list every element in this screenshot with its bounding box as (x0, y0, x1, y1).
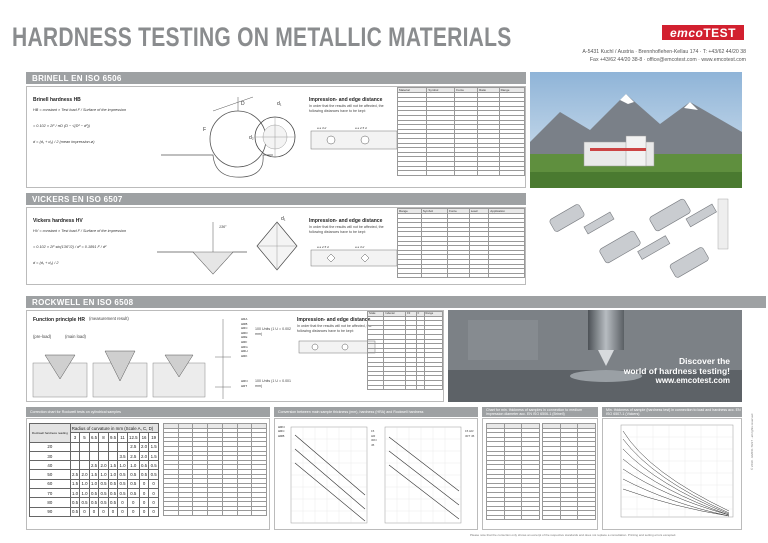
brinell-panel-title: Brinell hardness HB (33, 97, 81, 103)
correction-cell: 1.0 (99, 470, 109, 479)
vickers-formula-2: = 0.102 × 2F sin(136°/2) / d² = 0.1891 F / d² (33, 245, 107, 249)
correction-cell: 0 (139, 489, 149, 498)
correction-cell: 0 (139, 507, 149, 516)
brinell-distance-2: a ≥ 2.5 d (355, 126, 367, 130)
photo-caption-line-1: Discover the (678, 356, 730, 366)
correction-row (30, 451, 159, 460)
correction-cell (80, 451, 90, 460)
svg-text:F: F (203, 127, 207, 133)
correction-cell: 0.5 (108, 489, 118, 498)
correction-cell: 0 (149, 479, 159, 488)
correction-cell: 1.0 (89, 479, 99, 488)
correction-cell: 1.5 (89, 470, 99, 479)
building-mountain-photo (530, 72, 742, 188)
correction-cell: 0.5 (139, 461, 149, 470)
rockwell-panel-title: Function principle HR (33, 317, 85, 323)
correction-cell: 0.5 (80, 498, 90, 507)
brinell-impression-text: In order that the results will not be affected, the following distances have to be kept: (309, 104, 384, 113)
correction-row-hr: 20 (30, 442, 71, 451)
correction-cell: 2.5 (127, 451, 139, 460)
rockwell-preload-label: (pre-load) (33, 334, 52, 339)
vickers-distance-1: a ≥ 2.5 d (317, 245, 329, 249)
rockwell-panel (26, 310, 444, 402)
address-line-1: A-5431 Kuchl / Austria · Brennhoflehen-Kellau 174 · T: +43/62 44/20 38 (582, 49, 746, 55)
correction-cell: 0 (127, 507, 139, 516)
correction-row-hr: 50 (30, 470, 71, 479)
brinell-distance-1: a ≥ 3 d (317, 126, 327, 130)
photo-caption-url[interactable]: www.emcotest.com (655, 376, 730, 385)
correction-table-body (30, 442, 159, 516)
correction-cell (118, 442, 128, 451)
correction-cell: 2.0 (99, 461, 109, 470)
rockwell-impression-title: Impression- and edge distance (297, 317, 371, 323)
correction-cell: 0.5 (108, 479, 118, 488)
correction-table: Rockwell hardness reading Radius of curvature in mm (Scale A, C, D) 3 5 6.5 8 9.5 11 12.5 16 19 20 2.5 2.0 1.5 30 3.5 2.5 2.0 1.5 40 2.5 2.0 1.5 1.0 1.0 0.5 0.5 50 2.5 2.0 1.5 1.0 1.0 0.5 0.5 0.5 0.5 60 1.5 1.0 1.0 0.5 0.5 0.5 0.5 0 0 70 1.0 1.0 0.5 0.5 0.5 0.5 0.5 0 0 80 0.5 0.5 0.5 0.5 0.5 0 0 0 0 90 0.5 0 0 0 0 0 0 0 0 (29, 423, 159, 517)
correction-cell: 0.5 (149, 461, 159, 470)
vickers-thickness-panel (602, 418, 742, 530)
correction-cell (108, 451, 118, 460)
correction-cell: 1.5 (149, 442, 159, 451)
correction-cell: 0.5 (118, 470, 128, 479)
rockwell-units-1: 100 Units (1 U = 0.002 mm) (255, 327, 292, 336)
conversion-chart-bar: Conversion between main sample thickness (mm), hardness (HRA) and Rockwell hardness (274, 407, 478, 417)
correction-cell: 1.0 (80, 479, 90, 488)
rockwell-measurement-label: (measurement result) (89, 316, 129, 321)
correction-cell: 0 (139, 498, 149, 507)
correction-row (30, 442, 159, 451)
correction-cell: 2.5 (89, 461, 99, 470)
correction-cell: 0.5 (89, 498, 99, 507)
photo-caption-line-2: world of hardness testing! (623, 366, 730, 376)
correction-cell (80, 442, 90, 451)
correction-cell: 1.5 (108, 461, 118, 470)
correction-cell: 1.0 (127, 461, 139, 470)
correction-cell: 3.5 (118, 451, 128, 460)
brinell-thickness-bar: Chart for min. thickness of samples in connection to medium impression diameter acc. EN ISO 6506-1 (Brinell) (482, 407, 598, 417)
vickers-panel (26, 207, 526, 285)
page-title: HARDNESS TESTING ON METALLIC MATERIALS (12, 22, 512, 52)
correction-cell: 0.5 (89, 489, 99, 498)
hardness-tester-photo (448, 310, 742, 402)
correction-cell: 0.5 (118, 479, 128, 488)
vickers-pyramid-diagram (153, 212, 249, 284)
correction-cell (89, 442, 99, 451)
rockwell-impression-text: In order that the results will not be affected, the following distances have to be kept: (297, 324, 372, 333)
correction-row (30, 470, 159, 479)
correction-cell: 1.5 (149, 451, 159, 460)
brinell-thickness-table-1 (486, 423, 540, 520)
correction-cell: 0.5 (70, 507, 80, 516)
correction-cell: 0.5 (127, 470, 139, 479)
correction-cell: 0 (118, 498, 128, 507)
correction-cell: 0.5 (118, 489, 128, 498)
correction-table-scales (163, 423, 267, 516)
conversion-chart-1 (289, 425, 369, 525)
correction-chart-bar: Correction chart for Rockwell tests on cylindrical samples (26, 407, 270, 417)
correction-cell: 2.5 (127, 442, 139, 451)
correction-cell: 0.5 (99, 498, 109, 507)
vickers-formula-1: HV = constant × Test load F / Surface of the impression (33, 229, 127, 233)
svg-text:D: D (241, 101, 245, 107)
correction-row (30, 498, 159, 507)
brinell-impression-diagram (247, 87, 303, 187)
vickers-impression-diagram (249, 210, 305, 284)
rockwell-section-bar: ROCKWELL EN ISO 6508 (26, 296, 766, 308)
rockwell-mainload-label: (main load) (65, 334, 86, 339)
address-line-2: Fax +43/62 44/20 38-8 · office@emcotest.com · www.emcotest.com (589, 57, 746, 63)
correction-cell: 0.5 (99, 489, 109, 498)
rockwell-principle-diagram (31, 341, 207, 401)
brinell-panel (26, 86, 526, 188)
correction-cell: 0 (149, 498, 159, 507)
brinell-table: Material Symbol Force Ratio Range (397, 87, 525, 176)
correction-chart-panel (26, 418, 270, 530)
vickers-impression-title: Impression- and edge distance (309, 218, 383, 224)
correction-cell: 0 (149, 507, 159, 516)
footnote: Please note that the correction only shows an excerpt of the respective standards and does not replace a consultation. Printing and setting errors excepted. (470, 533, 677, 537)
correction-cell: 1.0 (108, 470, 118, 479)
correction-row-hr: 40 (30, 461, 71, 470)
correction-cell (70, 461, 80, 470)
correction-cell: 0.5 (70, 498, 80, 507)
correction-cell: 0 (89, 507, 99, 516)
correction-cell: 1.0 (80, 489, 90, 498)
correction-cell: 2.0 (139, 442, 149, 451)
rockwell-units-2: 100 Units (1 U = 0.001 mm) (255, 379, 292, 388)
correction-row-hr: 70 (30, 489, 71, 498)
correction-cell: 1.0 (118, 461, 128, 470)
correction-cell: 0.5 (127, 489, 139, 498)
correction-cell: 0 (99, 507, 109, 516)
svg-text:d₂: d₂ (249, 135, 254, 141)
correction-cell: 0 (118, 507, 128, 516)
brinell-impression-title: Impression- and edge distance (309, 97, 383, 103)
correction-row (30, 507, 159, 516)
correction-cell: 2.5 (70, 470, 80, 479)
rockwell-scales-b: HRN HRT (241, 379, 248, 388)
vickers-distance-2: a ≥ 3 d (355, 245, 365, 249)
vickers-formula-3: d = (d₁ + d₂) / 2 (33, 261, 59, 265)
vickers-impression-text: In order that the results will not be affected, the following distances have to be kept: (309, 225, 384, 234)
correction-cell: 0 (108, 507, 118, 516)
logo-emco-text: emco (669, 25, 704, 40)
conversion-chart-2-label: 15 HR 30T 45 (465, 429, 475, 438)
brinell-formula-1: HB = constant × Test load F / Surface of the impression (33, 108, 127, 112)
vickers-table: Range Symbol Force Load Application (397, 208, 525, 278)
correction-row-hr: 30 (30, 451, 71, 460)
correction-row-hr: 60 (30, 479, 71, 488)
correction-row (30, 461, 159, 470)
vickers-thickness-chart (609, 423, 737, 527)
rockwell-edge-distance-diagram (297, 339, 377, 357)
brinell-section-bar: BRINELL EN ISO 6506 (26, 72, 526, 84)
correction-cell (70, 442, 80, 451)
correction-cell (108, 442, 118, 451)
svg-text:d₁: d₁ (277, 101, 282, 107)
correction-table-header: Radius of curvature in mm (Scale A, C, D) (70, 424, 158, 433)
correction-cell (99, 442, 109, 451)
correction-cell (99, 451, 109, 460)
rockwell-table: Scale Indenter F0 F Range (367, 311, 443, 390)
svg-text:d₁: d₁ (281, 216, 286, 222)
brinell-formula-3: d = (d₁ + d₂) / 2 (mean impression-ø) (33, 140, 95, 144)
vickers-section-bar: VICKERS EN ISO 6507 (26, 193, 526, 205)
brinell-formula-2: = 0.102 × 2F / πD (D − √(D² − d²)) (33, 124, 90, 128)
correction-cell: 2.0 (139, 451, 149, 460)
correction-cell (89, 451, 99, 460)
correction-cell: 1.5 (70, 479, 80, 488)
vickers-angle-label: 136° (219, 225, 227, 229)
correction-row-hr: 90 (30, 507, 71, 516)
correction-row (30, 479, 159, 488)
correction-cell (80, 461, 90, 470)
conversion-scale-labels: HRN HRC HRB (278, 425, 285, 438)
correction-cell: 0 (80, 507, 90, 516)
vickers-thickness-bar: Min. thickness of sample (hardness test) in connection to load and hardness acc. EN ISO 6507-1 (Vickers) (602, 407, 742, 417)
correction-cell: 0.5 (139, 470, 149, 479)
correction-cell: 0.5 (99, 479, 109, 488)
vickers-panel-title: Vickers hardness HV (33, 218, 83, 224)
correction-cell: 0.5 (127, 479, 139, 488)
correction-cell: 1.0 (70, 489, 80, 498)
copyright-side-text: © 2010 · EMCO-TEST · all rights reserved (750, 413, 754, 470)
correction-cell: 0.5 (149, 470, 159, 479)
correction-cell (70, 451, 80, 460)
brinell-thickness-panel (482, 418, 598, 530)
conversion-chart-panel (274, 418, 478, 530)
brand-logo[interactable] (662, 25, 744, 40)
correction-cell: 2.0 (80, 470, 90, 479)
correction-cell: 0 (139, 479, 149, 488)
conversion-chart-1-label: 15 HR 30N 45 (371, 429, 377, 447)
conversion-chart-2 (383, 425, 463, 525)
correction-cell: 0 (127, 498, 139, 507)
rockwell-scales-a: HRA HRB HRC HRD HRE HRF HRG HRH HRK (241, 317, 248, 358)
correction-row-hr: 80 (30, 498, 71, 507)
indenters-photo (530, 193, 742, 291)
correction-cell: 0 (149, 489, 159, 498)
brinell-thickness-table-2 (542, 423, 596, 520)
company-address (582, 48, 746, 64)
correction-table-corner: Rockwell hardness reading (30, 424, 71, 443)
rockwell-depth-scale (209, 317, 239, 401)
photo-caption (624, 356, 730, 386)
logo-test-text: TEST (703, 25, 737, 40)
correction-row (30, 489, 159, 498)
correction-cell: 0.5 (108, 498, 118, 507)
